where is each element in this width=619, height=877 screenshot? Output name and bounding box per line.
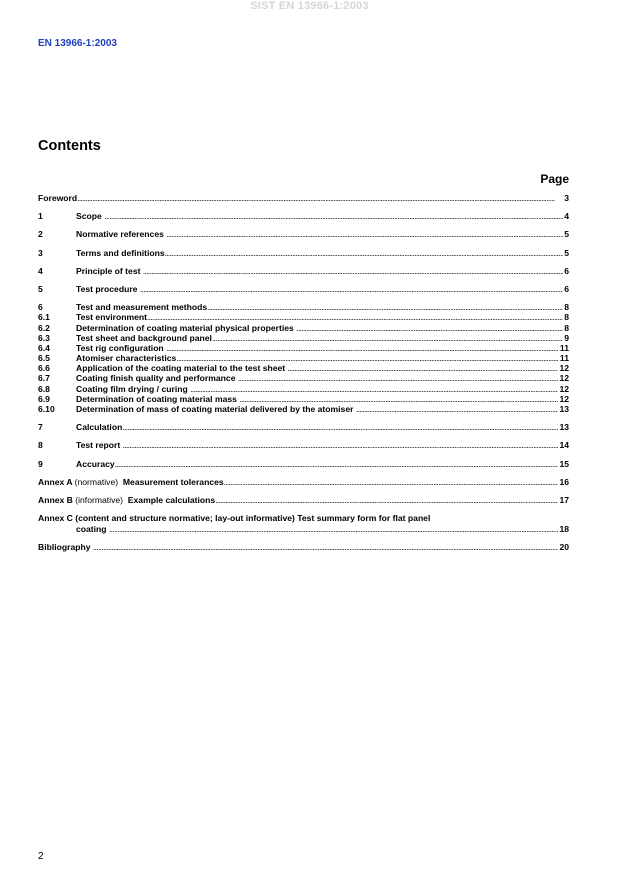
annex-type: (informative) <box>75 494 124 505</box>
toc-page: 12 <box>559 373 569 384</box>
toc-entry[interactable] <box>38 312 569 322</box>
toc-entry[interactable] <box>38 343 569 353</box>
toc-page: 18 <box>559 524 569 535</box>
toc-number: 6.9 <box>38 393 50 404</box>
toc-title: Application of the coating material to the test sheet <box>76 363 286 374</box>
toc-entry[interactable] <box>38 384 569 394</box>
toc-number: 7 <box>38 422 43 433</box>
toc-number: 6.5 <box>38 353 50 364</box>
toc-page: 9 <box>564 332 569 343</box>
annex-title: Measurement tolerances <box>122 476 224 487</box>
watermark-text: SIST EN 13966-1:2003 <box>250 0 369 12</box>
toc-page: 6 <box>564 283 569 294</box>
toc-title: Atomiser characteristics <box>76 353 177 364</box>
toc-page: 4 <box>564 211 569 222</box>
toc-page: 16 <box>559 476 569 487</box>
toc-page: 5 <box>564 229 569 240</box>
toc-entry[interactable] <box>38 394 569 404</box>
toc-number: 3 <box>38 247 43 258</box>
document-id: EN 13966-1:2003 <box>38 38 117 49</box>
toc-number: 5 <box>38 283 43 294</box>
toc-number: 9 <box>38 458 43 469</box>
toc-title: Test sheet and background panel <box>76 332 212 343</box>
toc-entry[interactable] <box>38 333 569 343</box>
toc-annex-a[interactable] <box>38 477 569 487</box>
toc-number: 4 <box>38 265 43 276</box>
toc-page: 17 <box>559 494 569 505</box>
toc-title: Test report <box>76 440 121 451</box>
table-of-contents <box>38 193 569 553</box>
toc-title: Determination of mass of coating material delivered by the atomiser <box>76 404 354 414</box>
annex-type: (normative) <box>74 476 119 487</box>
toc-number: 6 <box>38 302 43 313</box>
toc-page: 8 <box>564 312 569 323</box>
toc-entry[interactable] <box>38 404 569 414</box>
toc-number: 6.2 <box>38 322 50 333</box>
toc-title: Coating finish quality and performance <box>76 373 236 384</box>
toc-page: 13 <box>559 404 569 414</box>
annex-title-continued: coating <box>76 524 107 535</box>
toc-title: Scope <box>76 211 102 222</box>
toc-number: 2 <box>38 229 43 240</box>
toc-entry[interactable] <box>38 229 569 239</box>
toc-page: 15 <box>559 458 569 469</box>
toc-number: 6.4 <box>38 342 50 353</box>
toc-entry[interactable] <box>38 353 569 363</box>
toc-title: Principle of test <box>76 265 141 276</box>
toc-entry[interactable] <box>38 211 569 221</box>
toc-title: Determination of coating material mass <box>76 393 237 404</box>
toc-title: Accuracy <box>76 458 115 469</box>
toc-page: 12 <box>559 383 569 394</box>
annex-title: Example calculations <box>127 494 216 505</box>
toc-number: 6.3 <box>38 332 50 343</box>
toc-title: Test procedure <box>76 283 138 294</box>
toc-entry-bibliography[interactable] <box>38 542 569 552</box>
toc-page: 5 <box>564 247 569 258</box>
toc-title: Terms and definitions <box>76 247 165 258</box>
page-number: 2 <box>38 851 44 862</box>
annex-title: (content and structure normative; lay-out informative) Test summary form for flat panel <box>75 513 431 524</box>
toc-entry[interactable] <box>38 363 569 373</box>
toc-title: Foreword <box>38 193 78 203</box>
toc-annex-c[interactable] <box>38 513 569 524</box>
annex-label: Annex B <box>38 494 73 505</box>
toc-page: 11 <box>559 353 569 364</box>
toc-page: 8 <box>564 322 569 333</box>
toc-title: Test environment <box>76 312 147 323</box>
contents-title: Contents <box>38 138 101 154</box>
toc-title: Calculation <box>76 422 123 433</box>
toc-entry[interactable] <box>38 422 569 432</box>
toc-number: 6.1 <box>38 312 50 323</box>
toc-page: 11 <box>559 342 569 353</box>
toc-title: Normative references <box>76 229 164 240</box>
toc-page: 12 <box>559 393 569 404</box>
toc-entry[interactable] <box>38 323 569 333</box>
toc-number: 6.10 <box>38 404 55 414</box>
toc-title: Test rig configuration <box>76 342 164 353</box>
toc-page: 13 <box>559 422 569 433</box>
toc-number: 1 <box>38 211 43 222</box>
toc-number: 6.7 <box>38 373 50 384</box>
toc-entry[interactable] <box>38 302 569 312</box>
toc-entry[interactable] <box>38 373 569 383</box>
toc-title: Test and measurement methods <box>76 302 208 313</box>
toc-number: 8 <box>38 440 43 451</box>
toc-title: Determination of coating material physical properties <box>76 322 294 333</box>
toc-page: 20 <box>559 542 569 553</box>
toc-page: 6 <box>564 265 569 276</box>
toc-entry-foreword[interactable] <box>38 193 569 203</box>
toc-entry[interactable] <box>38 459 569 469</box>
toc-page: 3 <box>564 193 569 203</box>
annex-label: Annex A <box>38 476 73 487</box>
toc-page: 12 <box>559 363 569 374</box>
toc-title: Coating film drying / curing <box>76 383 188 394</box>
toc-annex-b[interactable] <box>38 495 569 505</box>
page-column-label: Page <box>540 172 569 186</box>
toc-annex-c-continued[interactable] <box>38 524 569 534</box>
toc-entry[interactable] <box>38 248 569 258</box>
toc-page: 8 <box>564 302 569 313</box>
toc-number: 6.6 <box>38 363 50 374</box>
toc-entry[interactable] <box>38 284 569 294</box>
toc-entry[interactable] <box>38 440 569 450</box>
toc-page: 14 <box>559 440 569 451</box>
annex-label: Annex C <box>38 513 73 524</box>
toc-entry[interactable] <box>38 266 569 276</box>
toc-title: Bibliography <box>38 542 91 553</box>
toc-number: 6.8 <box>38 383 50 394</box>
